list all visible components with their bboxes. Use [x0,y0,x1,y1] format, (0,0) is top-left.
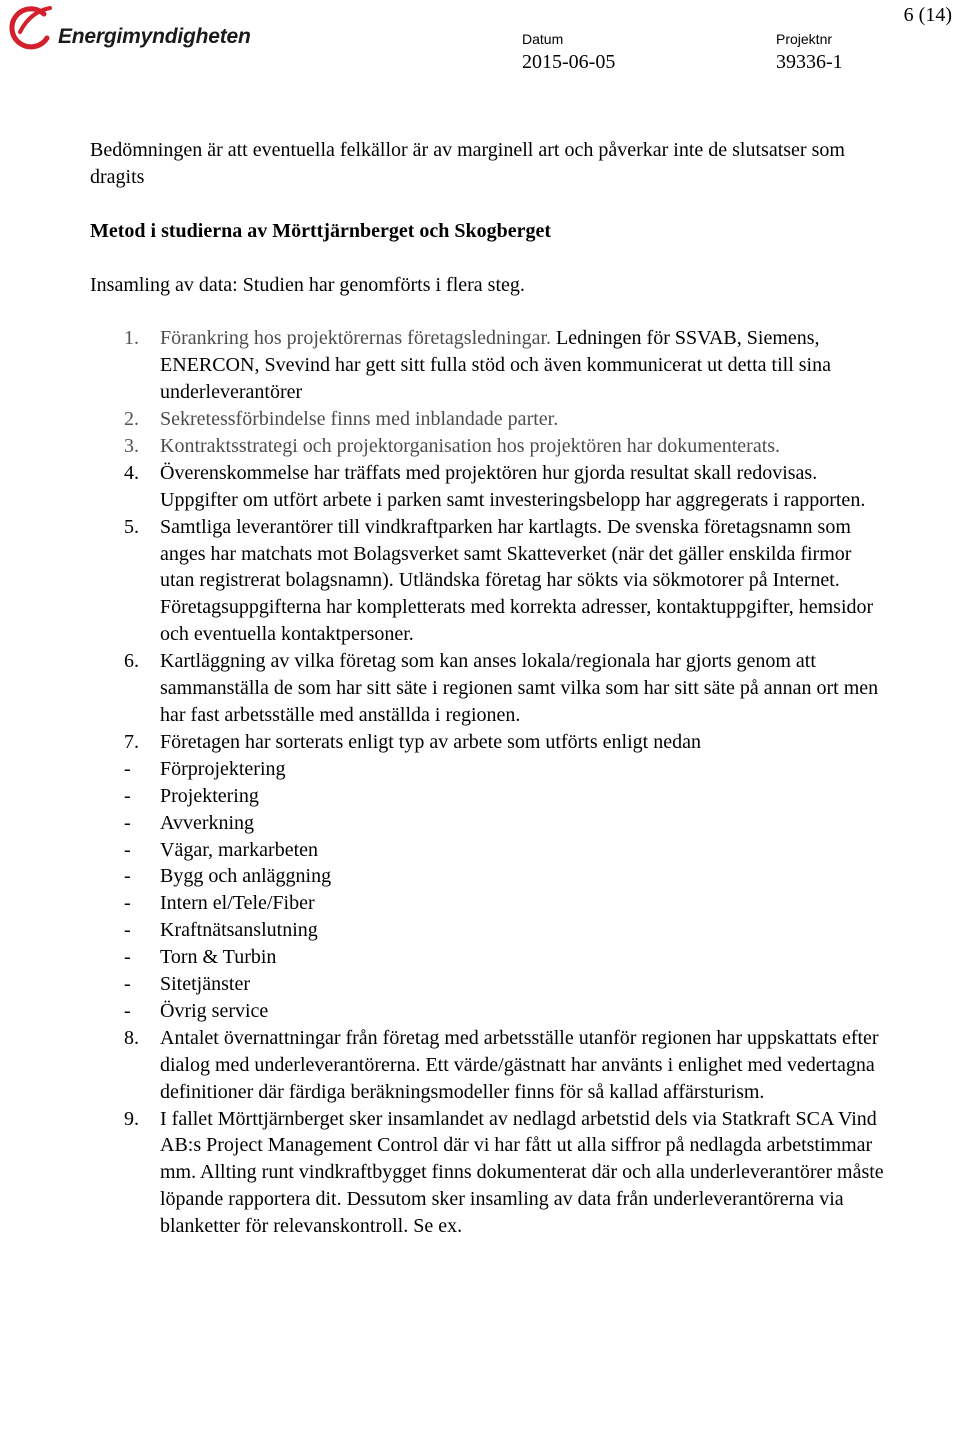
step-item [90,433,890,460]
list-marker: 7. [124,730,139,753]
step-text: Antalet övernattningar från företag med arbetsställe utanför regionen har uppskattats efter dialog med underleverantörerna. Ett värde/gästnatt har använts i enlighet med vedertagna definitioner där färdiga beräkningsmodeller finns för så kallad affärsturism. [160,1026,879,1103]
step-text: Torn & Turbin [160,946,277,969]
step-text: Överenskommelse har träffats med projektören hur gjorda resultat skall redovisas. Uppgifter om utfört arbete i parken samt investeringsbelopp har aggregerats i rapporten. [160,461,866,511]
step-text: Ledningen för SSVAB, Siemens, ENERCON, Svevind har gett sitt fulla stöd och även kommunicerat ut detta till sina underleverantörer [160,327,831,404]
page-number: 6 (14) [903,4,952,26]
step-item [90,729,890,756]
date-value: 2015-06-05 [522,51,616,73]
list-marker: - [124,784,131,807]
work-type-item [90,810,890,837]
step-text: Vägar, markarbeten [160,838,318,861]
logo-mark-icon [6,4,56,54]
step-text: Intern el/Tele/Fiber [160,892,315,915]
list-marker: 1. [124,327,139,350]
date-block [522,31,615,75]
work-type-item [90,837,890,864]
list-marker: - [124,946,131,969]
step-item [90,460,890,514]
step-lead-text: Sekretessförbindelse finns med inblandade parter. [160,408,559,431]
method-intro: Insamling av data: Studien har genomförts i flera steg. [90,273,525,296]
step-item [90,648,890,729]
work-type-item [90,944,890,971]
section-heading: Metod i studierna av Mörttjärnberget och Skogberget [90,219,552,242]
step-text: Företagen har sorterats enligt typ av arbete som utförts enligt nedan [160,730,701,753]
step-item [90,1025,890,1106]
work-type-item [90,890,890,917]
method-steps-list [90,325,890,1240]
step-lead-text: Förankring hos projektörernas företagsledningar. [160,327,552,350]
step-item [90,325,890,406]
list-marker: 5. [124,515,139,538]
step-text: Övrig service [160,999,269,1022]
step-text: Avverkning [160,811,255,834]
list-marker: - [124,811,131,834]
step-item [90,1106,890,1241]
energimyndigheten-logo [6,4,251,54]
list-marker: 8. [124,1026,139,1049]
list-marker: 2. [124,408,139,431]
list-marker: 6. [124,650,139,673]
work-type-item [90,863,890,890]
list-marker: - [124,757,131,780]
step-text: I fallet Mörttjärnberget sker insamlandet av nedlagd arbetstid dels via Statkraft SCA Vind AB:s Project Management Control där vi har fått ut alla siffror på nedlagda arbetstimmar mm. Allting runt vindkraftbygget finns dokumenterat där och alla underleverantörer måste löpande rapportera dit. Dessutom sker insamling av data från underleverantörerna via blanketter för relevanskontroll. Se ex. [160,1107,884,1238]
list-marker: - [124,919,131,942]
step-item [90,514,890,649]
step-text: Projektering [160,784,259,807]
project-number-block [776,31,843,75]
logo-text: Energimyndigheten [58,25,251,48]
work-type-item [90,971,890,998]
step-text: Kraftnätsanslutning [160,919,318,942]
work-type-item [90,998,890,1025]
work-type-item [90,756,890,783]
step-text: Bygg och anläggning [160,865,332,888]
list-marker: - [124,865,131,888]
list-marker: - [124,999,131,1022]
work-type-item [90,783,890,810]
list-marker: - [124,892,131,915]
list-marker: - [124,973,131,996]
project-number-value: 39336-1 [776,51,843,73]
list-marker: 4. [124,461,139,484]
document-body [90,137,890,1240]
step-lead-text: Kontraktsstrategi och projektorganisation hos projektören har dokumenterats. [160,434,781,457]
project-number-label: Projektnr [776,31,833,47]
intro-paragraph: Bedömningen är att eventuella felkällor är av marginell art och påverkar inte de slutsatser som dragits [90,139,845,188]
list-marker: 9. [124,1107,139,1130]
step-text: Sitetjänster [160,973,250,996]
step-text: Kartläggning av vilka företag som kan anses lokala/regionala har gjorts genom att sammanställa de som har sitt säte i regionen samt vilka som har sitt säte på annan ort men har fast arbetsställe med anställda i regionen. [160,650,879,726]
work-type-item [90,917,890,944]
date-label: Datum [522,31,564,47]
list-marker: 3. [124,434,139,457]
step-item [90,406,890,433]
step-text: Samtliga leverantörer till vindkraftparken har kartlagts. De svenska företagsnamn som anges har matchats mot Bolagsverket samt Skatteverket (när det gäller enskilda firmor utan registrerat bolagsnamn). Utländska företag har sökts via sökmotorer på Internet. Företagsuppgifterna har kompletterats med korrekta adresser, kontaktuppgifter, hemsidor och eventuella kontaktpersoner. [160,515,874,646]
list-marker: - [124,838,131,861]
step-text: Förprojektering [160,757,286,780]
